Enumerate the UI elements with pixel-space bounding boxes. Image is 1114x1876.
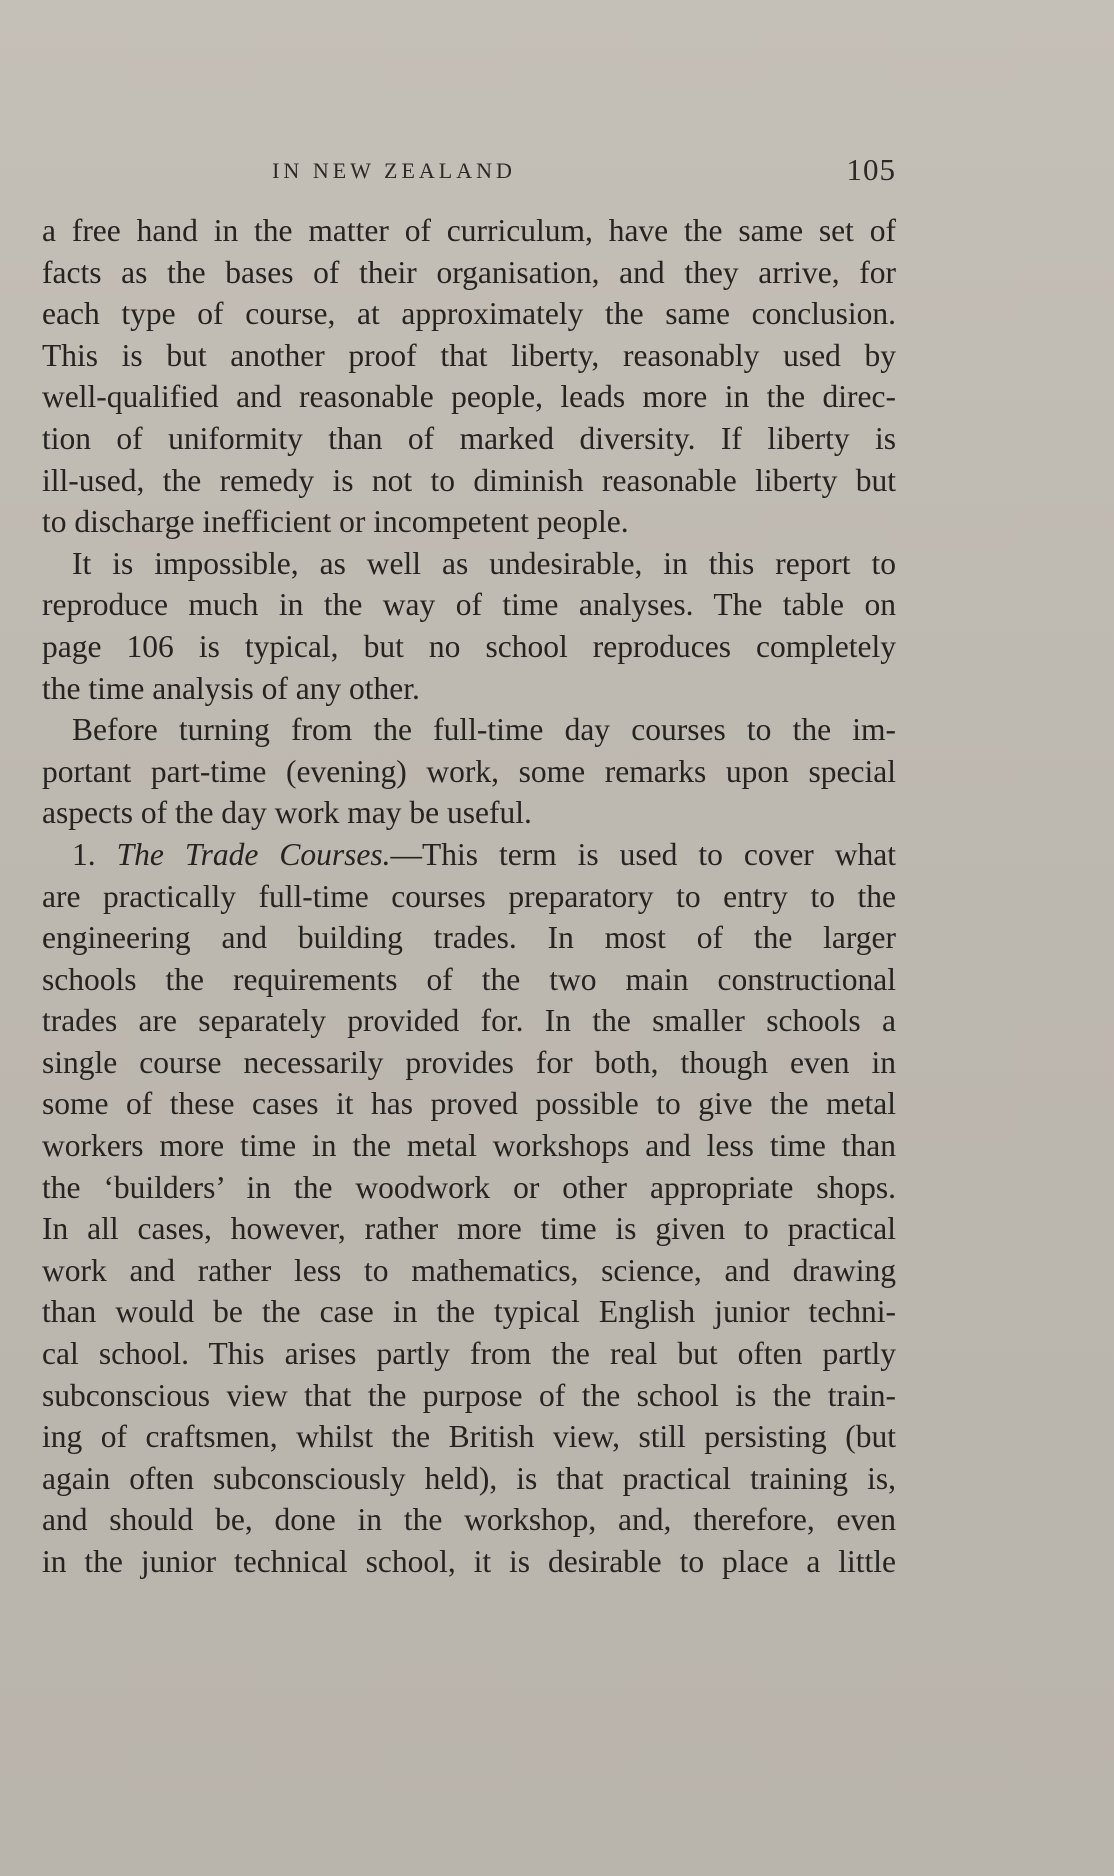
- text-line: page 106 is typical, but no school reproduces completely: [42, 628, 896, 664]
- text-line: work and rather less to mathematics, science, and drawing: [42, 1252, 896, 1288]
- section-number: 1.: [72, 836, 96, 872]
- text-line: the ‘builders’ in the woodwork or other appropriate shops.: [42, 1169, 896, 1205]
- section-heading: The Trade Courses.: [116, 836, 391, 872]
- text-line: each type of course, at approximately the same conclusion.: [42, 296, 896, 332]
- running-header: [42, 152, 896, 192]
- text-line: ing of craftsmen, whilst the British view, still persisting (but: [42, 1419, 896, 1455]
- text-line: again often subconsciously held), is that practical training is,: [42, 1460, 896, 1496]
- text-line: In all cases, however, rather more time is given to practical: [42, 1211, 896, 1247]
- text-line: the time analysis of any other.: [42, 670, 420, 706]
- text-line: This is but another proof that liberty, reasonably used by: [42, 337, 896, 373]
- text-line: are practically full-time courses preparatory to entry to the: [42, 878, 896, 914]
- text-line: than would be the case in the typical English junior techni-: [42, 1294, 896, 1330]
- text-line: portant part-time (evening) work, some remarks upon special: [42, 753, 896, 789]
- text-line: trades are separately provided for. In the smaller schools a: [42, 1003, 896, 1039]
- text-line: engineering and building trades. In most of the larger: [42, 920, 896, 956]
- text-line: reproduce much in the way of time analyses. The table on: [42, 587, 896, 623]
- text-line: Before turning from the full-time day courses to the im-: [72, 712, 896, 748]
- text-line: schools the requirements of the two main constructional: [42, 961, 896, 997]
- running-title: IN NEW ZEALAND: [272, 158, 516, 183]
- text-line: a free hand in the matter of curriculum, have the same set of: [42, 213, 896, 248]
- text-line: in the junior technical school, it is desirable to place a little: [42, 1544, 896, 1579]
- text-line: tion of uniformity than of marked diversity. If liberty is: [42, 420, 896, 456]
- text-line: It is impossible, as well as undesirable, in this report to: [72, 545, 896, 581]
- page-number: 105: [846, 152, 896, 187]
- text-line: workers more time in the metal workshops and less time than: [42, 1128, 896, 1164]
- text-line: single course necessarily provides for both, though even in: [42, 1044, 896, 1080]
- section-heading-line: [42, 834, 896, 876]
- text-line: to discharge inefficient or incompetent people.: [42, 504, 629, 540]
- text-line: aspects of the day work may be useful.: [42, 795, 532, 831]
- body-text: [42, 210, 896, 1583]
- text-line: well-qualified and reasonable people, leads more in the direc-: [42, 379, 896, 415]
- text-line: subconscious view that the purpose of the school is the train-: [42, 1377, 896, 1413]
- text-line: This term is used to cover what: [421, 836, 896, 872]
- text-line: some of these cases it has proved possible to give the metal: [42, 1086, 896, 1122]
- text-line: ill-used, the remedy is not to diminish reasonable liberty but: [42, 462, 896, 498]
- text-line: facts as the bases of their organisation, and they arrive, for: [42, 254, 896, 290]
- text-line: and should be, done in the workshop, and, therefore, even: [42, 1502, 896, 1538]
- text-line: cal school. This arises partly from the real but often partly: [42, 1336, 896, 1372]
- em-dash: —: [390, 836, 422, 872]
